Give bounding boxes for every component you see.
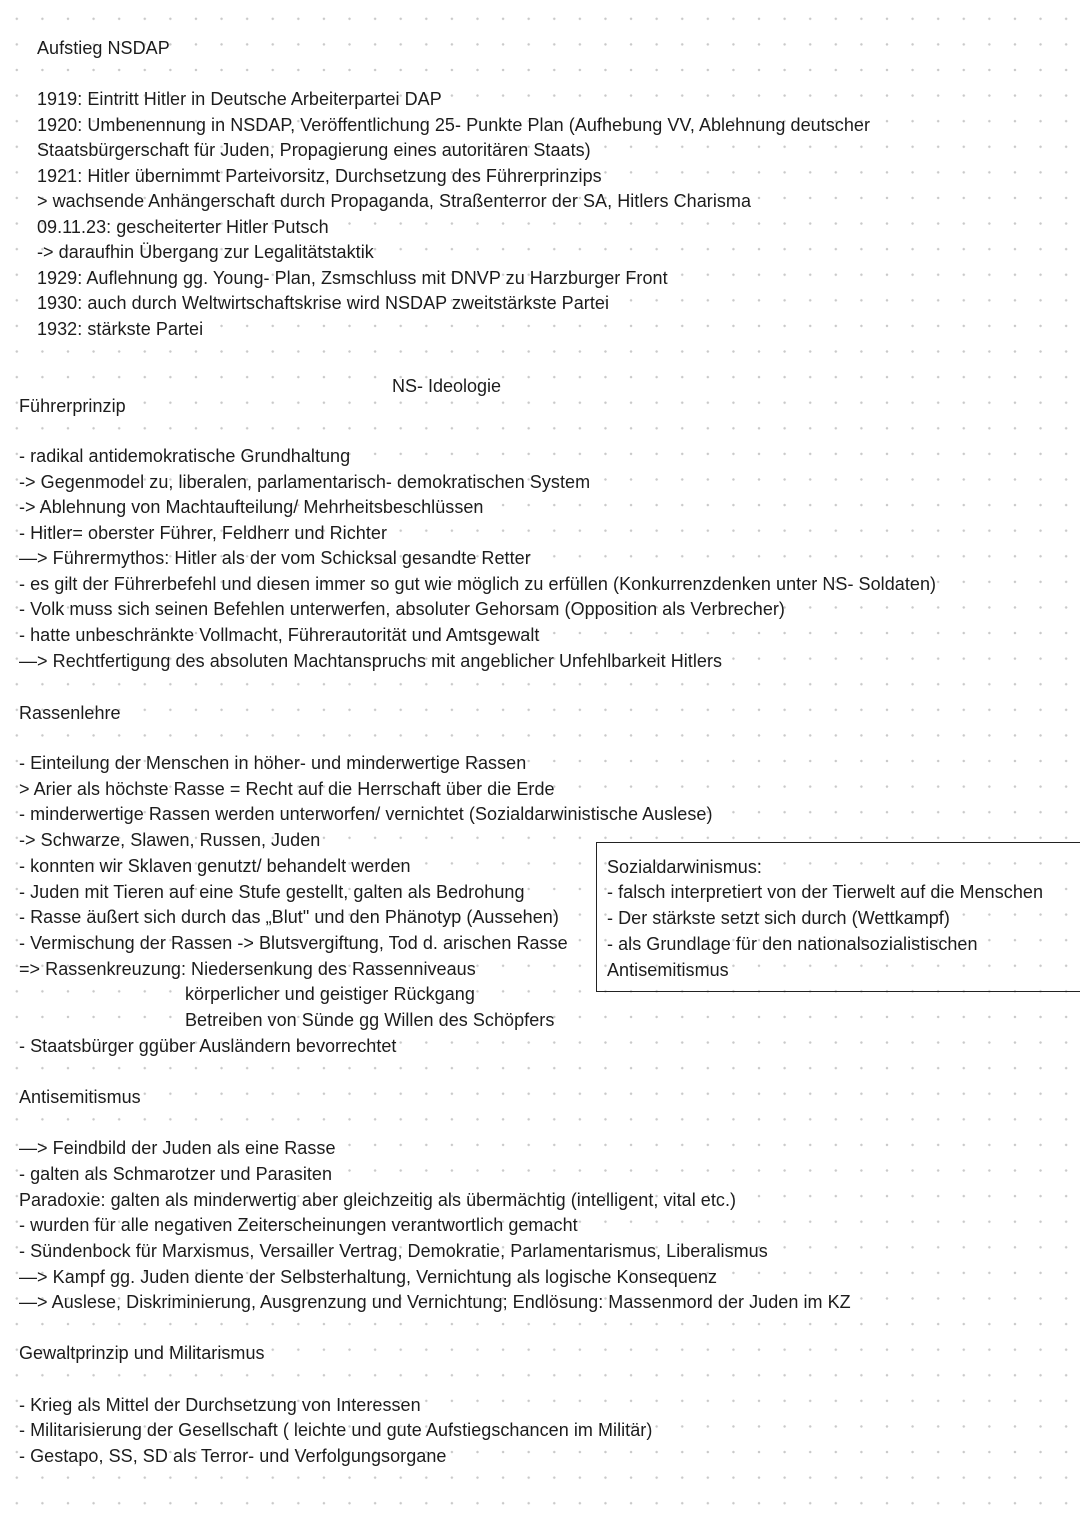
box-heading-sozialdarwinismus: Sozialdarwinismus:	[607, 857, 762, 877]
text-line: 1932: stärkste Partei	[37, 319, 204, 339]
text-line: körperlicher und geistiger Rückgang	[185, 984, 475, 1004]
text-line: - Rasse äußert sich durch das „Blut" und den Phänotyp (Aussehen)	[19, 907, 559, 927]
text-line: —> Kampf gg. Juden diente der Selbsterhaltung, Vernichtung als logische Konsequenz	[19, 1267, 718, 1287]
text-line: - Gestapo, SS, SD als Terror- und Verfolgungsorgane	[19, 1446, 447, 1466]
text-line: Betreiben von Sünde gg Willen des Schöpfers	[185, 1010, 555, 1030]
heading-ns-ideologie: NS- Ideologie	[392, 376, 502, 396]
text-line: - Krieg als Mittel der Durchsetzung von Interessen	[19, 1395, 421, 1415]
text-line: - Volk muss sich seinen Befehlen unterwerfen, absoluter Gehorsam (Opposition als Verbrecher)	[19, 599, 785, 619]
text-line: Antisemitismus	[607, 960, 729, 980]
text-line: - konnten wir Sklaven genutzt/ behandelt werden	[19, 856, 411, 876]
heading-aufstieg-nsdap: Aufstieg NSDAP	[37, 38, 170, 58]
text-line: -> Gegenmodel zu, liberalen, parlamentarisch- demokratischen System	[19, 472, 591, 492]
text-line: - als Grundlage für den nationalsozialistischen	[607, 934, 978, 954]
heading-gewaltprinzip: Gewaltprinzip und Militarismus	[19, 1343, 265, 1363]
text-line: - galten als Schmarotzer und Parasiten	[19, 1164, 333, 1184]
text-line: - Einteilung der Menschen in höher- und minderwertige Rassen	[19, 753, 527, 773]
text-line: -> daraufhin Übergang zur Legalitätstaktik	[37, 242, 374, 262]
text-line: - wurden für alle negativen Zeiterscheinungen verantwortlich gemacht	[19, 1215, 578, 1235]
text-line: Staatsbürgerschaft für Juden, Propagierung eines autoritären Staats)	[37, 140, 591, 160]
heading-antisemitismus: Antisemitismus	[19, 1087, 141, 1107]
text-line: - Sündenbock für Marxismus, Versailler Vertrag, Demokratie, Parlamentarismus, Liberalismus	[19, 1241, 768, 1261]
text-line: - Juden mit Tieren auf eine Stufe gestellt, galten als Bedrohung	[19, 882, 525, 902]
text-line: -> Ablehnung von Machtaufteilung/ Mehrheitsbeschlüssen	[19, 497, 484, 517]
text-line: - minderwertige Rassen werden unterworfen/ vernichtet (Sozialdarwinistische Auslese)	[19, 804, 713, 824]
text-line: - Der stärkste setzt sich durch (Wettkampf)	[607, 908, 950, 928]
text-line: —> Feindbild der Juden als eine Rasse	[19, 1138, 336, 1158]
text-line: > Arier als höchste Rasse = Recht auf die Herrschaft über die Erde	[19, 779, 555, 799]
heading-rassenlehre: Rassenlehre	[19, 703, 121, 723]
text-line: 1921: Hitler übernimmt Parteivorsitz, Durchsetzung des Führerprinzips	[37, 166, 602, 186]
text-line: 09.11.23: gescheiterter Hitler Putsch	[37, 217, 329, 237]
sozialdarwinismus-box	[596, 842, 1080, 992]
text-line: Paradoxie: galten als minderwertig aber gleichzeitig als übermächtig (intelligent, vital etc.)	[19, 1190, 737, 1210]
text-line: 1930: auch durch Weltwirtschaftskrise wird NSDAP zweitstärkste Partei	[37, 293, 609, 313]
text-line: 1919: Eintritt Hitler in Deutsche Arbeiterpartei DAP	[37, 89, 442, 109]
text-line: - Hitler= oberster Führer, Feldherr und Richter	[19, 523, 387, 543]
text-line: —> Rechtfertigung des absoluten Machtanspruchs mit angeblicher Unfehlbarkeit Hitlers	[19, 651, 723, 671]
text-line: - radikal antidemokratische Grundhaltung	[19, 446, 351, 466]
text-line: - Vermischung der Rassen -> Blutsvergiftung, Tod d. arischen Rasse	[19, 933, 568, 953]
text-line: - hatte unbeschränkte Vollmacht, Führerautorität und Amtsgewalt	[19, 625, 540, 645]
text-line: 1929: Auflehnung gg. Young- Plan, Zsmschluss mit DNVP zu Harzburger Front	[37, 268, 668, 288]
text-line: > wachsende Anhängerschaft durch Propaganda, Straßenterror der SA, Hitlers Charisma	[37, 191, 752, 211]
text-line: 1920: Umbenennung in NSDAP, Veröffentlichung 25- Punkte Plan (Aufhebung VV, Ablehnung deutscher	[37, 115, 871, 135]
text-line: - es gilt der Führerbefehl und diesen immer so gut wie möglich zu erfüllen (Konkurrenzdenken unter NS- Soldaten)	[19, 574, 937, 594]
text-line: - falsch interpretiert von der Tierwelt auf die Menschen	[607, 882, 1044, 902]
heading-fuehrerprinzip: Führerprinzip	[19, 396, 126, 416]
text-line: => Rassenkreuzung: Niedersenkung des Rassenniveaus	[19, 959, 476, 979]
text-line: - Staatsbürger ggüber Ausländern bevorrechtet	[19, 1036, 397, 1056]
text-line: —> Auslese, Diskriminierung, Ausgrenzung und Vernichtung; Endlösung: Massenmord der Juden im KZ	[19, 1292, 851, 1312]
text-line: -> Schwarze, Slawen, Russen, Juden	[19, 830, 321, 850]
text-line: - Militarisierung der Gesellschaft ( leichte und gute Aufstiegschancen im Militär)	[19, 1420, 653, 1440]
text-line: —> Führermythos: Hitler als der vom Schicksal gesandte Retter	[19, 548, 531, 568]
